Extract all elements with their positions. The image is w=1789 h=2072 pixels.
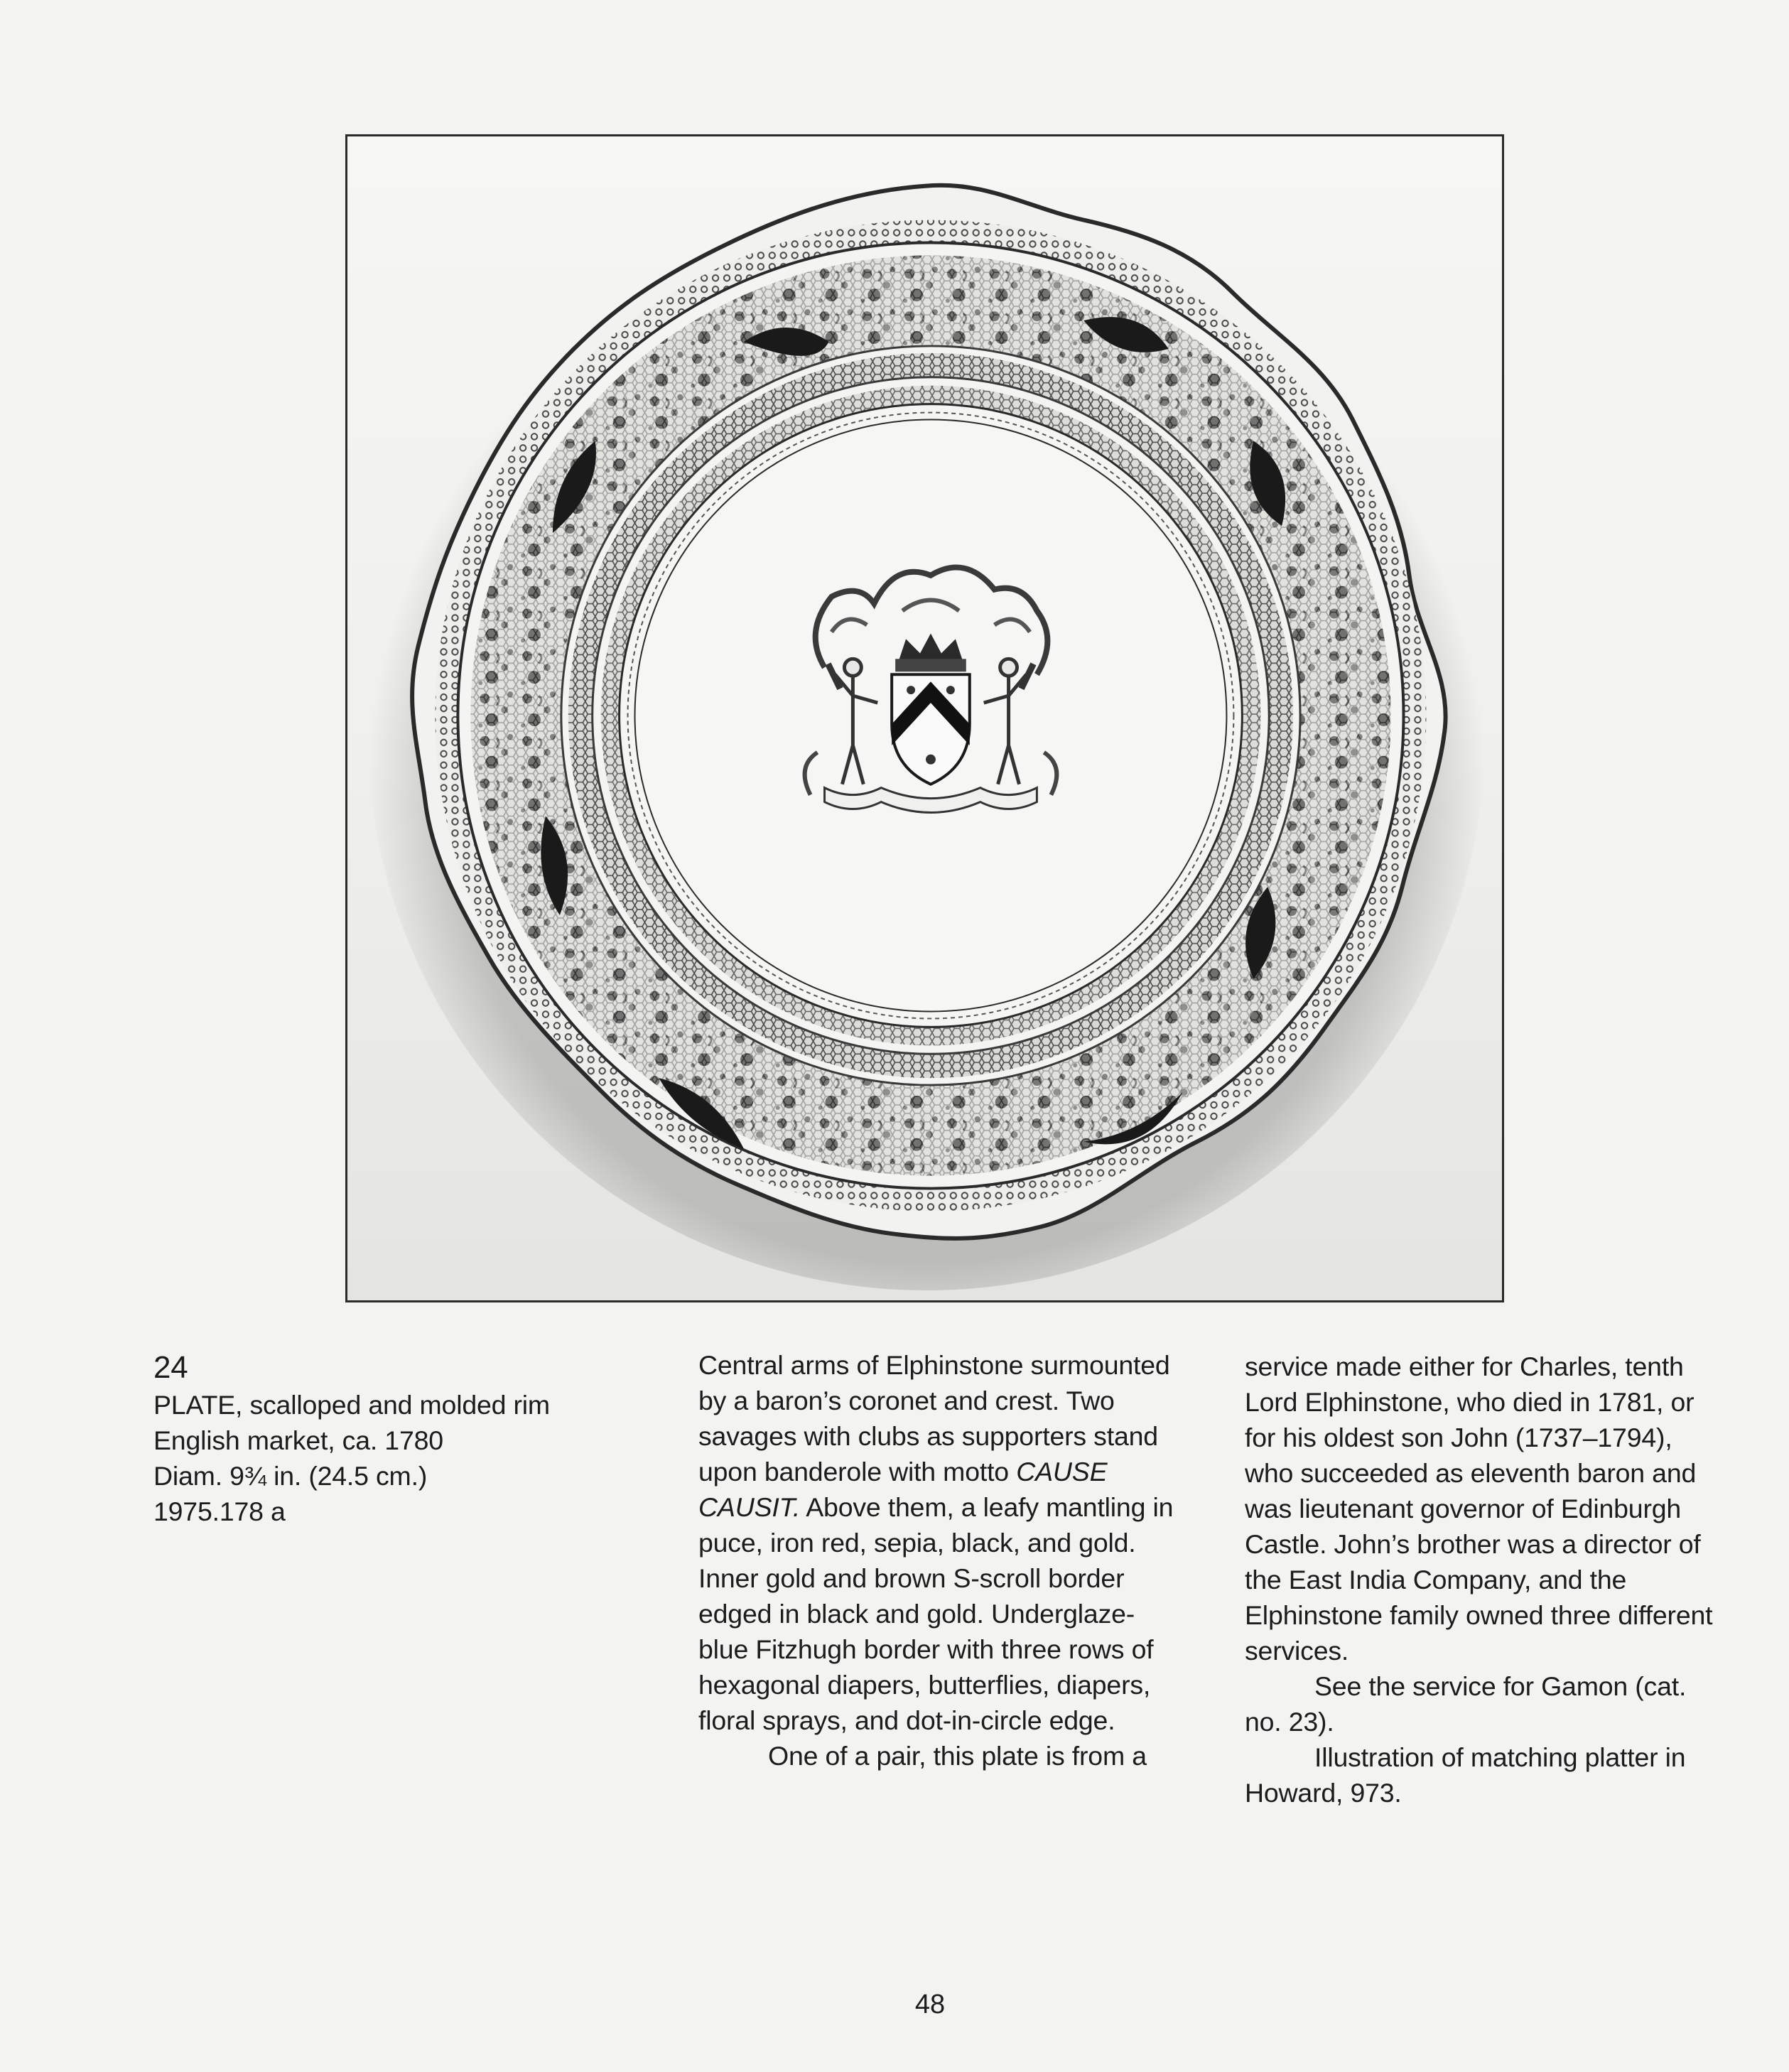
catalog-number: 24 [153, 1350, 188, 1385]
description-column-1 [698, 1347, 1182, 1774]
description-p1-before: Central arms of Elphinstone surmounted by a baron’s coronet and crest. Two savages with clubs as supporters stand upon banderole with motto [698, 1350, 1170, 1486]
plate-illustration [347, 136, 1502, 1300]
object-market-date: English market, ca. 1780 [153, 1425, 443, 1455]
motto-text: CAUSE CAUSIT. [698, 1457, 1108, 1522]
accession-number: 1975.178 a [153, 1496, 286, 1526]
catalog-entry-caption [153, 1349, 594, 1529]
description-paragraph-2-continued: service made either for Charles, tenth Lord Elphinstone, who died in 1781, or for his oldest son John (1737–1794), who succeeded as eleventh baron and was lieutenant governor of Edinburgh Castle. John’s brother was a director of the East India Company, and the Elphinstone family owned three different services. [1245, 1351, 1713, 1666]
description-paragraph-2: One of a pair, this plate is from a [768, 1741, 1147, 1771]
description-paragraph-1 [698, 1347, 1182, 1738]
object-dimensions: Diam. 9¾ in. (24.5 cm.) [153, 1461, 428, 1491]
description-paragraph-3: See the service for Gamon (cat. no. 23). [1245, 1671, 1687, 1737]
page-number: 48 [914, 1990, 946, 2019]
description-column-2 [1245, 1349, 1714, 1811]
object-title: PLATE, scalloped and molded rim [153, 1390, 550, 1420]
description-paragraph-4: Illustration of matching platter in Howard, 973. [1245, 1742, 1686, 1808]
plate-photograph [345, 134, 1504, 1302]
description-p1-after: Above them, a leafy mantling in puce, iron red, sepia, black, and gold. Inner gold and brown S-scroll border edged in black and gold. Underglaze-blue Fitzhugh border with three rows of hexagonal diapers, butterflies, diapers, floral sprays, and dot-in-circle edge. [698, 1492, 1174, 1735]
